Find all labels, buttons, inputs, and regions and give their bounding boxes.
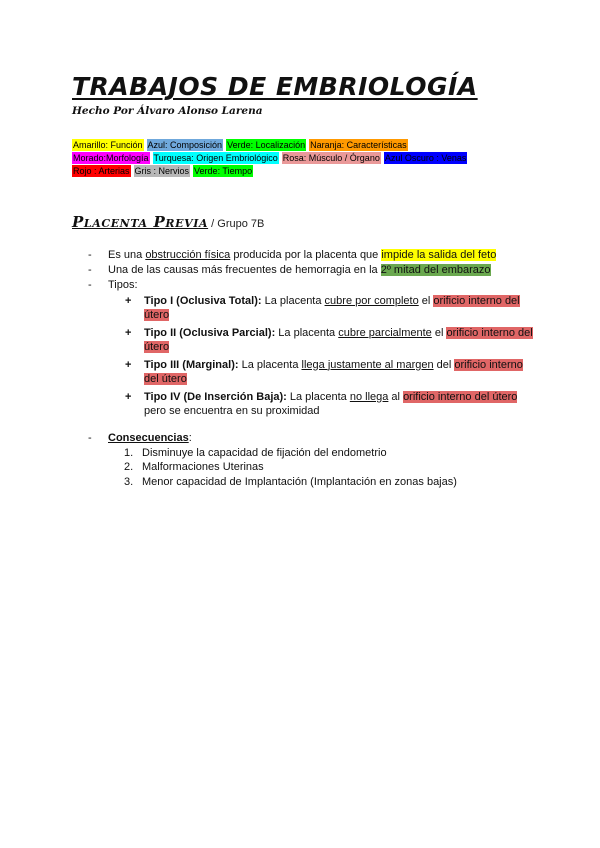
plus-bullet: +: [125, 326, 132, 339]
tipo-item: + Tipo II (Oclusiva Parcial): La placenta cubre parcialmente el orificio interno del útero: [125, 326, 533, 353]
consecuencias-list: [88, 446, 538, 490]
legend-tag: Azul: Composición: [147, 140, 223, 150]
section-body: [88, 248, 538, 489]
highlight-time: 2º mitad del embarazo: [380, 264, 491, 276]
legend-tag: Verde: Localización: [227, 140, 306, 150]
legend-row: [72, 165, 532, 178]
highlight-artery: orificio interno del útero: [403, 390, 518, 403]
highlight-artery: orificio interno del útero: [144, 326, 533, 353]
document-title: TRABAJOS DE EMBRIOLOGÍA: [72, 72, 478, 101]
dash-bullet: -: [88, 279, 92, 291]
dash-bullet: -: [88, 264, 92, 276]
legend-tag: Rojo : Arterias: [73, 166, 130, 176]
author-line: Hecho Por Álvaro Alonso Larena: [72, 105, 263, 117]
legend-row: [72, 152, 532, 165]
plus-bullet: +: [125, 294, 132, 307]
list-item: - Una de las causas más frecuentes de hemorragia en la 2º mitad del embarazo: [88, 264, 491, 276]
dash-bullet: -: [88, 249, 92, 261]
legend-tag: Rosa: Músculo / Órgano: [282, 153, 380, 163]
tipo-item: + Tipo III (Marginal): La placenta llega justamente al margen del orificio interno del útero: [125, 358, 523, 385]
color-legend: [72, 139, 532, 178]
legend-tag: Gris : Nervios: [134, 166, 190, 176]
list-item: 3. Menor capacidad de Implantación (Implantación en zonas bajas): [124, 475, 457, 488]
highlight-artery: orificio interno del útero: [144, 358, 523, 385]
list-item: 2. Malformaciones Uterinas: [124, 461, 264, 473]
plus-bullet: +: [125, 358, 132, 371]
legend-tag: Amarillo: Función: [73, 140, 143, 150]
section-heading: [72, 213, 264, 232]
legend-tag: Turquesa: Origen Embriológico: [153, 153, 278, 163]
list-item: - Tipos:: [88, 279, 138, 291]
legend-tag: Morado:Morfología: [73, 153, 149, 163]
highlight-function: impide la salida del feto: [381, 249, 497, 261]
tipo-item: + Tipo IV (De Inserción Baja): La placenta no llega al orificio interno del útero pero se encuentra en su proximidad: [125, 390, 518, 417]
plus-bullet: +: [125, 390, 132, 403]
consecuencias-label: Consecuencias: [108, 431, 189, 444]
section-group: / Grupo 7B: [208, 218, 265, 230]
legend-tag: Naranja: Características: [310, 140, 407, 150]
consecuencias-item: - Consecuencias:: [88, 431, 192, 444]
list-item: - Es una obstrucción física producida por la placenta que impide la salida del feto: [88, 249, 497, 261]
legend-tag: Verde: Tiempo: [194, 166, 253, 176]
dash-bullet: -: [88, 431, 92, 444]
highlight-artery: orificio interno del útero: [144, 294, 520, 321]
legend-tag: Azul Oscuro : Venas: [384, 153, 467, 163]
tipo-item: + Tipo I (Oclusiva Total): La placenta cubre por completo el orificio interno del útero: [125, 294, 520, 321]
list-item: 1. Disminuye la capacidad de fijación del endometrio: [124, 446, 387, 459]
legend-row: [72, 139, 532, 152]
section-title: Placenta Previa: [72, 213, 209, 231]
